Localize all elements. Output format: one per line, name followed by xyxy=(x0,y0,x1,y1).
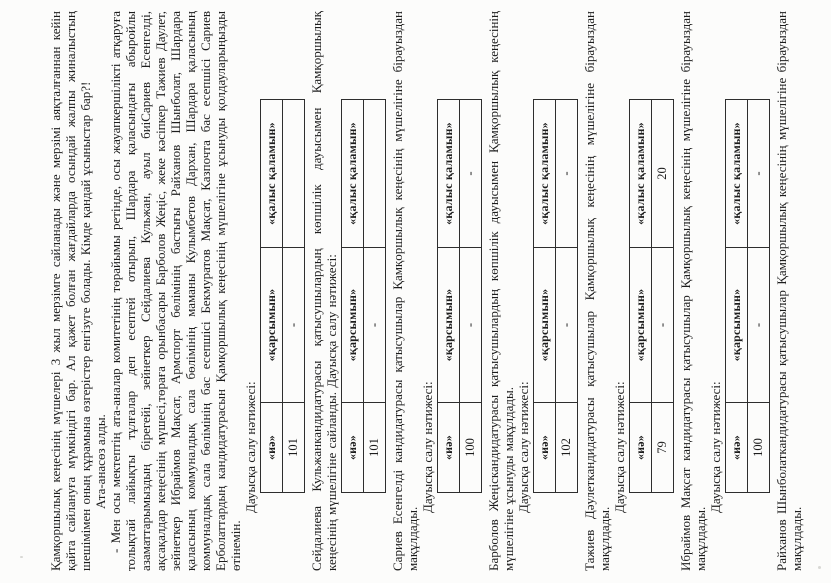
vote-result-label-3: Дауысқа салу нәтижесі: xyxy=(516,381,531,513)
vote-count-against: - xyxy=(748,248,770,403)
vote-header-abstain: «қалыс қаламын» xyxy=(726,100,748,248)
vote-header-row xyxy=(726,100,748,493)
vote-count-against: - xyxy=(556,248,578,403)
vote-header-yes: «иә» xyxy=(726,403,748,493)
vote-header-against: «қарсымын» xyxy=(726,248,748,403)
vote-count-abstain: - xyxy=(556,100,578,248)
vote-value-row xyxy=(556,100,578,493)
paragraph-result-sariev: Сариев Есенгелді кандидатурасы қатысушылар Қамқоршылық кеңесінің мүшелігіне бірауыздан мақұлдады. xyxy=(390,11,420,571)
vote-header-row xyxy=(261,100,283,493)
paragraph-result-raikhanov: Райханов Шынболаткандидатурасы қатысушылар Қамқоршылық кеңесінің мүшелігіне бірауыздан мақұлдады. xyxy=(774,11,804,571)
vote-value-row xyxy=(460,100,482,493)
vote-header-row xyxy=(630,100,652,493)
vote-header-yes: «иә» xyxy=(342,403,364,493)
paragraph-result-barbolov: Барболов Жеңіскандидатурасы қатысушылардың көпшілік дауысымен Қамқоршылық кеңесінің мүшелігіне ұсынуды мақұлдады. xyxy=(486,11,516,571)
vote-header-against: «қарсымын» xyxy=(534,248,556,403)
vote-value-row xyxy=(283,100,305,493)
vote-table-seidalieva xyxy=(260,99,305,493)
vote-table-raikhanov xyxy=(725,99,770,493)
scan-noise-speck xyxy=(20,556,23,558)
vote-result-label-4: Дауысқа салу нәтижесі: xyxy=(612,381,627,513)
vote-count-yes: 101 xyxy=(364,403,386,493)
vote-header-abstain: «қалыс қаламын» xyxy=(342,100,364,248)
vote-result-label-2: Дауысқа салу нәтижесі: xyxy=(420,381,435,513)
vote-header-yes: «иә» xyxy=(261,403,283,493)
vote-value-row xyxy=(364,100,386,493)
vote-count-yes: 101 xyxy=(283,403,305,493)
vote-count-against: - xyxy=(283,248,305,403)
vote-count-yes: 79 xyxy=(652,403,674,493)
vote-table-barbolov xyxy=(437,99,482,493)
vote-count-yes: 102 xyxy=(556,403,578,493)
vote-value-row xyxy=(652,100,674,493)
vote-header-abstain: «қалыс қаламын» xyxy=(534,100,556,248)
vote-table-tazhiev xyxy=(533,99,578,493)
vote-result-label-5: Дауысқа салу нәтижесі: xyxy=(708,381,723,513)
vote-table-sariev xyxy=(341,99,386,493)
vote-header-yes: «иә» xyxy=(438,403,460,493)
paragraph-candidate-nominations: - Мен осы мектептің ата-аналар комитетінің төрайымы ретінде, осы жауапкершілікті атқаруға толықтай лайықты тұлғалар деп есептей отырып, Шардара қаласындағы абыройлы азаматтарымыздың бірегейі, зейнеткер Сейдалиева Кульжан, ауыл биіСариев Есенгелді, ақсақалдар кеңесінің мүшесі,төраға орынбасары Барболов Жеңіс, жеке кәсіпкер Тажиев Даулет, зейнеткер Ибраймов Мақсат, Армспорт бөлімінің бастығы Райханов Шынболат, Шардара қаласының коммуналдық сала бөлімінің маманы Кулымбетов Дархан, Шардара қаласының коммуналдық сала бөлімінің бас есепшісі Бекмуратов Мақсат, Казпочта бас есепшісі Сариев Ерболаттардың кандидатурасын Қамқоршылық кеңесінің мүшелігіне ұсынуды қолдауларыңызды өтінемін. xyxy=(108,11,243,571)
vote-header-against: «қарсымын» xyxy=(342,248,364,403)
vote-header-abstain: «қалыс қаламын» xyxy=(261,100,283,248)
vote-header-against: «қарсымын» xyxy=(261,248,283,403)
vote-header-yes: «иә» xyxy=(534,403,556,493)
vote-header-against: «қарсымын» xyxy=(438,248,460,403)
paragraph-result-ibraimov: Ибраймов Мақсат кандидатурасы қатысушылар Қамқоршылық кеңесінің мүшелігіне бірауыздан мақұлдады. xyxy=(678,11,708,571)
scan-noise-speck xyxy=(818,566,821,569)
vote-count-yes: 100 xyxy=(748,403,770,493)
vote-count-yes: 100 xyxy=(460,403,482,493)
vote-count-abstain: 20 xyxy=(652,100,674,248)
vote-count-against: - xyxy=(364,248,386,403)
vote-header-row xyxy=(342,100,364,493)
vote-count-abstain xyxy=(283,100,305,248)
paragraph-term-rules: Қамқоршылық кеңесінің мүшелері 3 жыл мерзімге сайланады және мерзімі аяқталғаннан кейін қайта сайлануға мүмкіндігі бар. Ал қажет болған жағдайларда осындай жалпы жиналыстың шешімімен оның құрамына өзгерістер енгізуге болады. Кімде қандай ұсыныстар бар?! xyxy=(48,11,93,571)
vote-count-abstain xyxy=(364,100,386,248)
vote-header-row xyxy=(438,100,460,493)
paragraph-result-tazhiev: Тажиев Дәулеткандидатурасы қатысушылар Қамқоршылық кеңесінің мүшелігіне бірауыздан мақұлдады. xyxy=(582,11,612,571)
vote-result-label-1: Дауысқа салу нәтижесі: xyxy=(243,381,258,513)
vote-count-against: - xyxy=(460,248,482,403)
vote-value-row xyxy=(748,100,770,493)
vote-header-abstain: «қалыс қаламын» xyxy=(438,100,460,248)
vote-count-against: - xyxy=(652,248,674,403)
vote-header-yes: «иә» xyxy=(630,403,652,493)
vote-count-abstain: - xyxy=(748,100,770,248)
vote-table-ibraimov xyxy=(629,99,674,493)
vote-count-abstain: - xyxy=(460,100,482,248)
vote-header-against: «қарсымын» xyxy=(630,248,652,403)
vote-header-row xyxy=(534,100,556,493)
vote-header-abstain: «қалыс қаламын» xyxy=(630,100,652,248)
paragraph-result-seidalieva: Сейдалиева Кульжанкандидатурасы қатысушылардың көпшілік дауысымен Қамқоршылық кеңесінің мүшелігіне сайланды. Дауысқа салу нәтижесі: xyxy=(309,11,339,571)
line-parent-spoke: Ата-анасөз алды. xyxy=(93,414,108,509)
